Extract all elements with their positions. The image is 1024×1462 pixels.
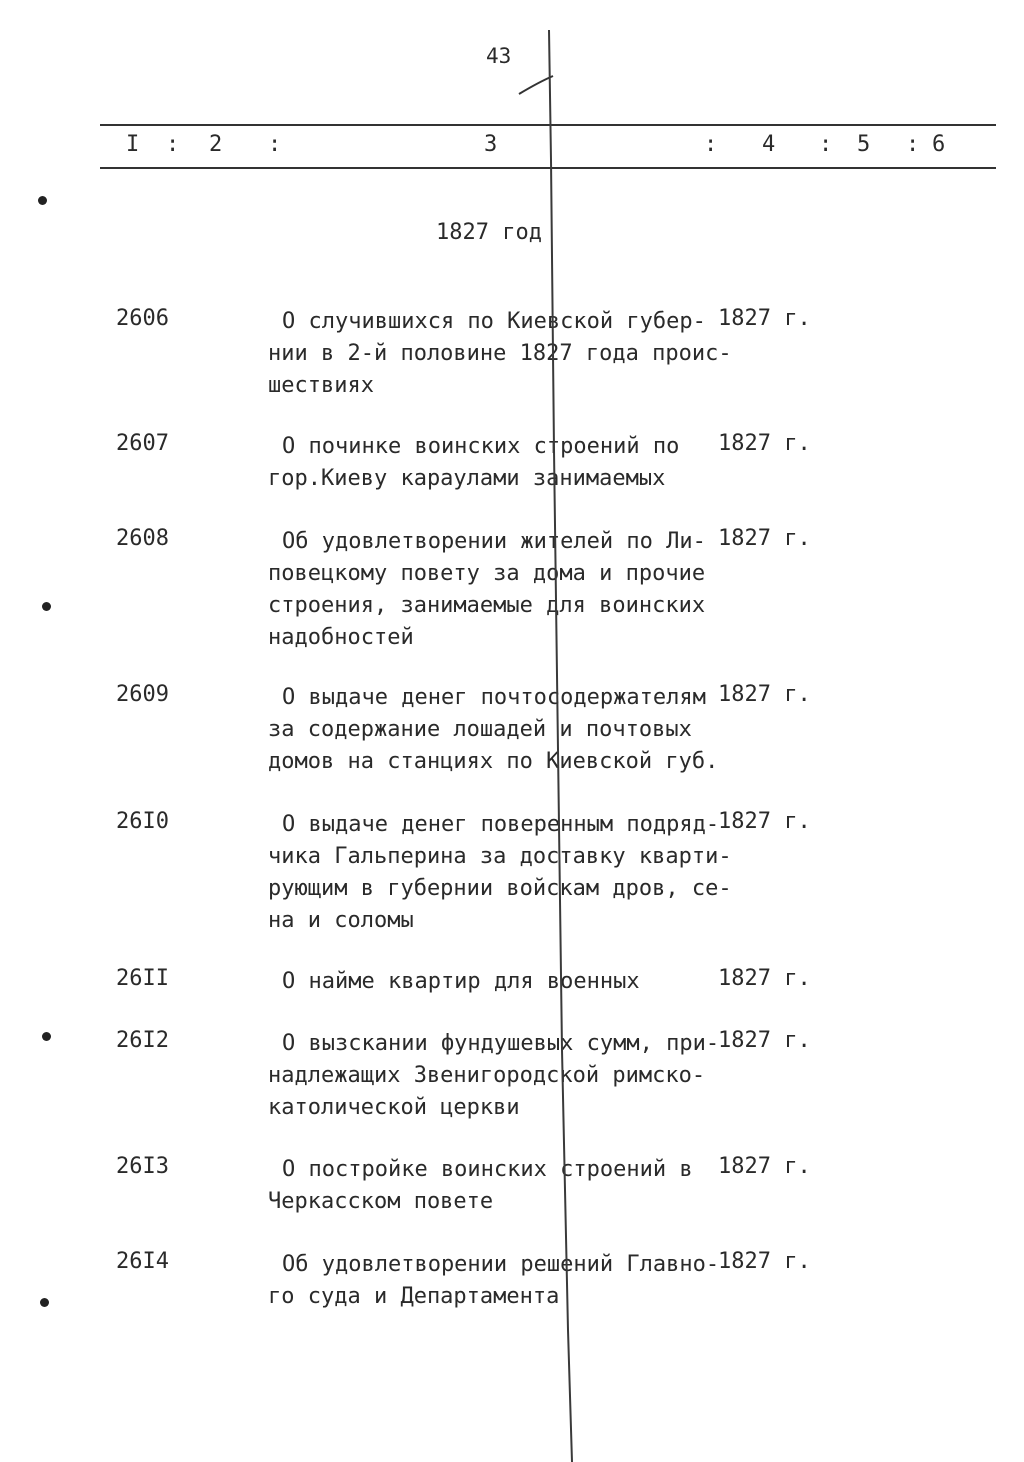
header-separator: : <box>819 132 833 157</box>
entry-title-line: О случившихся по Киевской губер- <box>282 309 706 334</box>
entry-title-line: надобностей <box>268 625 414 650</box>
entry-title <box>268 966 718 998</box>
entry-number: 26I4 <box>116 1249 169 1274</box>
entry-date: 1827 г. <box>718 966 811 991</box>
entry-title <box>268 682 718 778</box>
page-number: 43 <box>486 44 512 68</box>
entry-number: 2609 <box>116 682 169 707</box>
header-separator: : <box>166 132 180 157</box>
entry-title-line: О выдаче денег поверенным подряд- <box>282 812 720 837</box>
entry-title-line: католической церкви <box>268 1095 520 1120</box>
entry-date: 1827 г. <box>718 526 811 551</box>
entry-title-line: О выдаче денег почтосодержателям <box>282 685 706 710</box>
entry-number: 2606 <box>116 306 169 331</box>
entry-number: 26II <box>116 966 169 991</box>
entry-date: 1827 г. <box>718 1028 811 1053</box>
entry-title-line: строения, занимаемые для воинских <box>268 593 706 618</box>
entry-title <box>268 1028 718 1124</box>
punch-hole-speck <box>38 196 47 205</box>
punch-hole-speck <box>42 602 51 611</box>
header-col-1: I <box>126 132 140 157</box>
punch-hole-speck <box>40 1298 49 1307</box>
entry-date: 1827 г. <box>718 1154 811 1179</box>
entry-title <box>268 1249 718 1313</box>
entry-number: 26I3 <box>116 1154 169 1179</box>
entry-title <box>268 809 732 937</box>
entry-title <box>268 306 732 402</box>
entry-title-line: чика Гальперина за доставку кварти- <box>268 844 732 869</box>
entry-title <box>268 431 718 495</box>
year-heading: 1827 год <box>436 220 542 245</box>
header-separator: : <box>704 132 718 157</box>
entry-date: 1827 г. <box>718 1249 811 1274</box>
entry-date: 1827 г. <box>718 431 811 456</box>
entry-date: 1827 г. <box>718 809 811 834</box>
entry-title-line: на и соломы <box>268 908 414 933</box>
entry-title-line: О найме квартир для военных <box>282 969 640 994</box>
entry-title-line: домов на станциях по Киевской губ. <box>268 749 719 774</box>
header-col-4: 4 <box>762 132 776 157</box>
entry-title-line: Об удовлетворении жителей по Ли- <box>282 529 706 554</box>
entry-number: 2607 <box>116 431 169 456</box>
entry-title-line: О вызскании фундушевых сумм, при- <box>282 1031 720 1056</box>
entry-title-line: повецкому повету за дома и прочие <box>268 561 706 586</box>
header-separator: : <box>906 132 920 157</box>
header-col-5: 5 <box>857 132 871 157</box>
entry-number: 26I0 <box>116 809 169 834</box>
entry-title-line: рующим в губернии войскам дров, се- <box>268 876 732 901</box>
binding-crease-line <box>540 30 590 1462</box>
entry-title <box>268 1154 718 1218</box>
header-col-3: 3 <box>484 132 498 157</box>
header-col-6: 6 <box>932 132 946 157</box>
entry-title-line: Об удовлетворении решений Главно- <box>282 1252 720 1277</box>
header-col-2: 2 <box>209 132 223 157</box>
entry-number: 26I2 <box>116 1028 169 1053</box>
entry-title-line: гор.Киеву караулами занимаемых <box>268 466 666 491</box>
entry-title-line: О постройке воинских строений в <box>282 1157 693 1182</box>
entry-title-line: О починке воинских строений по <box>282 434 680 459</box>
entry-number: 2608 <box>116 526 169 551</box>
entry-date: 1827 г. <box>718 306 811 331</box>
entry-title-line: нии в 2-й половине 1827 года проис- <box>268 341 732 366</box>
entry-title-line: го суда и Департамента <box>268 1284 560 1309</box>
header-separator: : <box>268 132 282 157</box>
entry-title-line: шествиях <box>268 373 374 398</box>
entry-title-line: Черкасском повете <box>268 1189 494 1214</box>
entry-title-line: за содержание лошадей и почтовых <box>268 717 692 742</box>
entry-title-line: надлежащих Звенигородской римско- <box>268 1063 706 1088</box>
entry-date: 1827 г. <box>718 682 811 707</box>
entry-title <box>268 526 718 654</box>
punch-hole-speck <box>42 1032 51 1041</box>
